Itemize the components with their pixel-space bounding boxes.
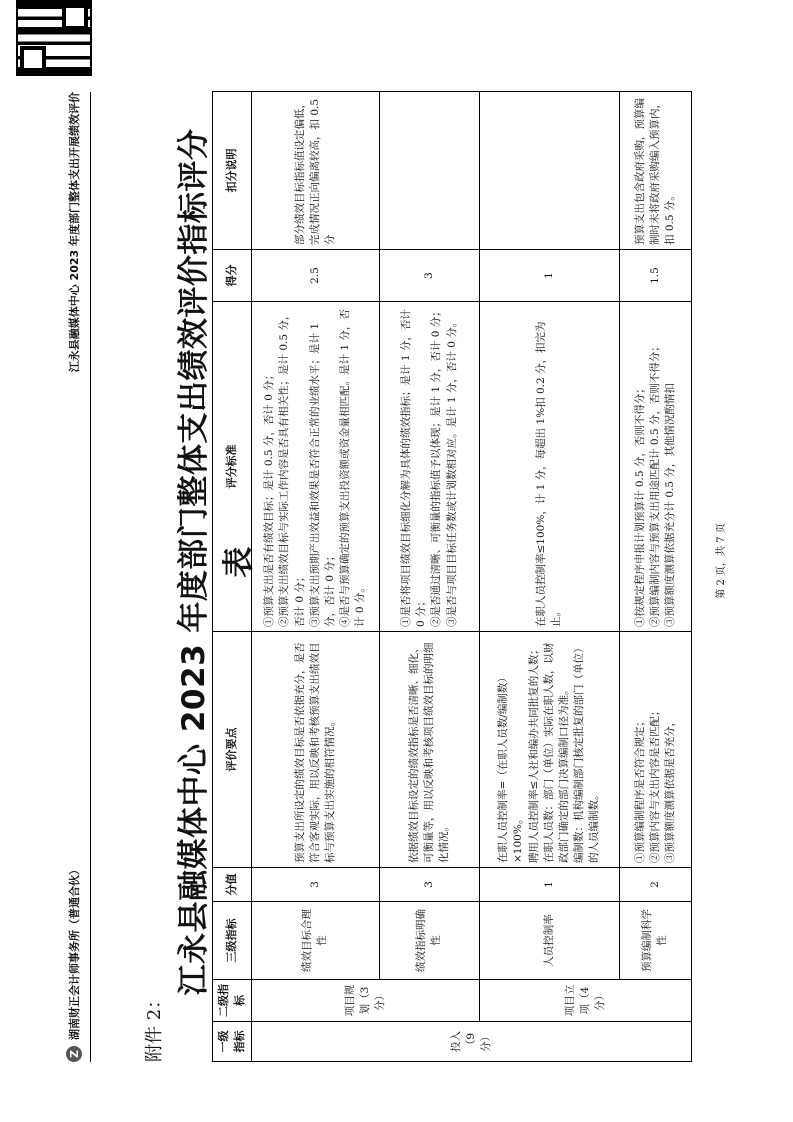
level2-cell: 项目立项（4 分） (479, 980, 691, 1022)
table-header-row (213, 92, 252, 1062)
points-line: 聘用人员控制率≤人社和编办共同批复的人数； (527, 644, 540, 863)
points-line: 在职人员控制率=（在职人员数/编制数）×100%。 (497, 672, 525, 863)
got-cell: 1 (479, 250, 619, 302)
points-cell: 预算支出所设定的绩效目标是否依据充分，是否符合客观实际，用以反映和考核预算支出绩效目标与预算支出实施的相符情况。 (251, 632, 379, 868)
level3-cell: 绩效指标明确性 (379, 902, 479, 980)
header-deduct: 扣分说明 (213, 92, 252, 250)
criteria-cell (251, 302, 379, 632)
deduct-cell (379, 92, 479, 250)
firm-name: 湖南财正会计师事务所（普通合伙） (68, 864, 81, 1040)
header-rule (90, 92, 91, 1062)
points-cell (479, 632, 619, 868)
header-level1: 一级指标 (213, 1022, 252, 1062)
criteria-line: ①预算支出是否有绩效目标；是计 0.5 分，否计 0 分； (263, 369, 276, 627)
score-cell: 2 (619, 868, 691, 902)
evaluation-table (212, 91, 692, 1062)
firm-logo-icon: Z (66, 1046, 82, 1062)
level1-cell: 投入（9 分） (251, 1022, 691, 1062)
score-cell: 1 (479, 868, 619, 902)
criteria-cell (619, 302, 691, 632)
points-line: 编制数：机构编制部门核定批复的部门（单位）的人员编制数。 (573, 642, 601, 863)
qr-code-icon (16, 0, 92, 76)
criteria-line: ③是否与项目目标任务数或计划数相对应。是计 1 分，否计 0 分。 (445, 316, 458, 627)
table-row (379, 92, 479, 1062)
points-line: ③预算额度测算依据是否充分， (663, 716, 676, 863)
header-got: 得分 (213, 250, 252, 302)
criteria-cell (379, 302, 479, 632)
header-points: 评价要点 (213, 632, 252, 868)
page-title: 江永县融媒体中心 2023 年度部门整体支出绩效评价指标评分表 (176, 128, 257, 996)
got-cell: 1.5 (619, 250, 691, 302)
level3-cell: 绩效目标合理性 (251, 902, 379, 980)
table-row (619, 92, 691, 1062)
deduct-cell: 预算支出包含政府采购，预算编制时未将政府采购编入预算内，扣 0.5 分。 (619, 92, 691, 250)
points-cell (619, 632, 691, 868)
criteria-line: ②预算编制内容与预算支出用途匹配计 0.5 分，否则不得分； (648, 341, 661, 627)
firm-header (66, 864, 82, 1062)
criteria-line: ②是否通过清晰、可衡量的指标值予以体现；是计 1 分，否计 0 分； (430, 306, 443, 627)
deduct-cell: 部分绩效目标指标值设定偏低，完成情况正向偏离较高，扣 0.5 分 (251, 92, 379, 250)
level3-cell: 预算编制科学性 (619, 902, 691, 980)
header-level2: 二级指标 (213, 980, 252, 1022)
criteria-cell (479, 302, 619, 632)
score-cell: 3 (251, 868, 379, 902)
running-title: 江永县融媒体中心 2023 年度部门整体支出开展绩效评价 (68, 92, 81, 373)
header-level3: 三级指标 (213, 902, 252, 980)
header-criteria: 评分标准 (213, 302, 252, 632)
criteria-line: ②预算支出绩效目标与实际工作内容是否具有相关性；是计 0.5 分，否计 0 分； (278, 309, 306, 627)
page-footer: 第 2 页，共 7 页 (716, 523, 727, 599)
criteria-line: ④是否与预算确定的预算支出投资额或资金量相匹配。是计 1 分，否计 0 分。 (339, 309, 367, 627)
points-line: ②预算内容与支出内容是否匹配； (648, 705, 661, 863)
level3-cell: 人员控制率 (479, 902, 619, 980)
got-cell: 2.5 (251, 250, 379, 302)
points-cell: 依据绩效目标设定的绩效指标是否清晰、细化、可衡量等，用以反映和考核项目绩效目标的明细化情况。 (379, 632, 479, 868)
points-line: ①预算编制程序是否符合规定； (633, 716, 646, 863)
header-score: 分值 (213, 868, 252, 902)
criteria-line: ③预算额度测算依据充分计 0.5 分，其他情况酌情扣 (663, 383, 676, 627)
criteria-line: ①按规定程序申报计划预算计 0.5 分，否则不得分； (633, 383, 646, 627)
score-cell: 3 (379, 868, 479, 902)
criteria-line: 在职人员控制率≤100%，计 1 分，每超出 1%扣 0.2 分，扣完为止。 (535, 321, 563, 627)
criteria-line: ③预算支出预期产出效益和效果是否符合正常的业绩水平；是计 1 分，否计 0 分； (308, 322, 336, 627)
got-cell: 3 (379, 250, 479, 302)
annex-label: 附件 2： (144, 990, 165, 1062)
points-line: 在职人员数：部门（单位）实际在职人数，以财政部门确定的部门决算编制口径为准。 (542, 642, 570, 863)
table-row (251, 92, 379, 1062)
table-row (479, 92, 619, 1062)
criteria-line: ①是否将项目绩效目标细化分解为具体的绩效指标；是计 1 分，否计 0 分； (399, 309, 428, 627)
level2-cell: 项目规划（3 分） (251, 980, 479, 1022)
deduct-cell (479, 92, 619, 250)
